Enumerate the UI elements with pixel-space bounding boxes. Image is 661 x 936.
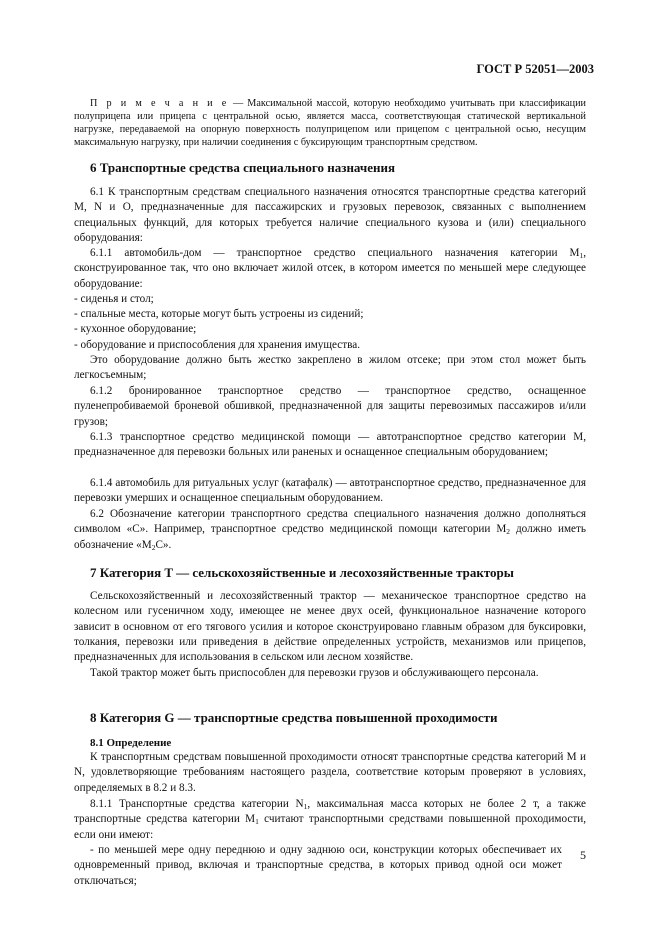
paragraph-6-1-2: 6.1.2 бронированное транспортное средство — транспортное средство, оснащенное пуленепробиваемой броневой обшивкой, предназначенной для защиты перевозимых пассажиров и/или грузов; — [74, 385, 586, 428]
list-item-3: - кухонное оборудование; — [74, 323, 197, 335]
paragraph-6-1-3: 6.1.3 транспортное средство медицинской помощи — автотранспортное средство категории M, предназначенное для перевозки больных или раненых и оснащенное специальным оборудованием; — [74, 431, 586, 459]
paragraph-6-1-4: 6.1.4 автомобиль для ритуальных услуг (катафалк) — автотранспортное средство, предназначенное для перевозки умерших и оснащенное специальным оборудованием. — [74, 477, 586, 505]
p811-text-a: 8.1.1 Транспортные средства категории N — [90, 798, 304, 810]
p811-sub-1: 1 — [303, 802, 308, 811]
p62-text-a: 6.2 Обозначение категории транспортного средства специального назначения должно дополняться символом «С». Например, транспортное средство медицинской помощи категории M — [74, 508, 586, 536]
list-item-2: - спальные места, которые могут быть устроены из сидений; — [74, 308, 364, 320]
list-item-1: - сиденья и стол; — [74, 293, 154, 305]
section-8-title: 8 Категория G — транспортные средства повышенной проходимости — [90, 710, 498, 725]
document-header: ГОСТ Р 52051—2003 — [476, 62, 594, 76]
p611-text-b: , сконструированное так, что оно включает жилой отсек, в котором имеется по меньшей мере следующее оборудование: — [74, 247, 586, 290]
p62-sub-2: 2 — [151, 542, 156, 552]
note-text: — Максимальной массой, которую необходимо учитывать при классификации полуприцепа или прицепа с центральной осью, является масса, соответствующая статической вертикальной нагрузке, передаваемой на опорную поверхность полуприцепом или прицепом с центральной осью, несущим максимальную нагрузку, при наличии соединения с буксирующим транспортным средством. — [74, 98, 586, 148]
page-number: 5 — [580, 848, 586, 862]
paragraph-6-1-1 — [74, 246, 586, 292]
p811-text-c: считают транспортными средствами повышенной проходимости, если они имеют: — [74, 813, 586, 841]
p811-sub-2: 1 — [255, 817, 259, 827]
p611-text-a: 6.1.1 автомобиль-дом — транспортное средство специального назначения категории M — [90, 247, 580, 259]
p811-text-b: , максимальная масса которых не более 2 т, а также транспортные средства категории M — [74, 798, 586, 826]
paragraph-8-1-1-item: - по меньшей мере одну переднюю и одну заднюю оси, конструкции которых обеспечивает их одновременный привод, включая и транспортные средства, в которых привод одной оси может отключаться; — [74, 844, 562, 887]
subsection-8-1-title: 8.1 Определение — [90, 737, 172, 749]
paragraph-7-1: Сельскохозяйственный и лесохозяйственный трактор — механическое транспортное средство на колесном или гусеничном ходу, имеющее не менее двух осей, функциональное назначение которого зависит в основном от его тягового усилия и которое сконструировано главным образом для буксировки, толкания, перевозки или приведения в действие определенных устройств, механизмов или прицепов, предназначенных для использования в сельском или лесном хозяйстве. — [74, 590, 586, 664]
paragraph-6-2 — [74, 507, 586, 553]
p62-text-b: должно иметь обозначение «M — [74, 523, 586, 551]
p611-sub: 1 — [579, 251, 584, 260]
p62-sub-1: 2 — [506, 527, 511, 537]
section-6-title: 6 Транспортные средства специального назначения — [90, 160, 396, 175]
list-item-4: - оборудование и приспособления для хранения имущества. — [74, 339, 360, 351]
p62-text-c: С». — [155, 538, 172, 551]
note-paragraph — [74, 97, 586, 149]
paragraph-8-1-1 — [74, 797, 586, 843]
note-label: П р и м е ч а н и е — [90, 98, 229, 109]
paragraph-8-1: К транспортным средствам повышенной проходимости относят транспортные средства категорий M и N, удовлетворяющие требованиям настоящего раздела, соответствие которым проверяют в условиях, определяемых в 8.2 и 8.3. — [74, 751, 586, 794]
paragraph-equipment: Это оборудование должно быть жестко закреплено в жилом отсеке; при этом стол может быть легкосъемным; — [74, 354, 586, 382]
paragraph-6-1: 6.1 К транспортным средствам специального назначения относятся транспортные средства категорий M, N и O, предназначенные для пассажирских и грузовых перевозок, связанных с выполнением специальных функций, для которых требуется наличие специального кузова и (или) специального оборудования: — [74, 186, 586, 244]
paragraph-7-2: Такой трактор может быть приспособлен для перевозки грузов и обслуживающего персонала. — [90, 667, 539, 679]
section-7-title: 7 Категория T — сельскохозяйственные и лесохозяйственные тракторы — [90, 565, 514, 580]
